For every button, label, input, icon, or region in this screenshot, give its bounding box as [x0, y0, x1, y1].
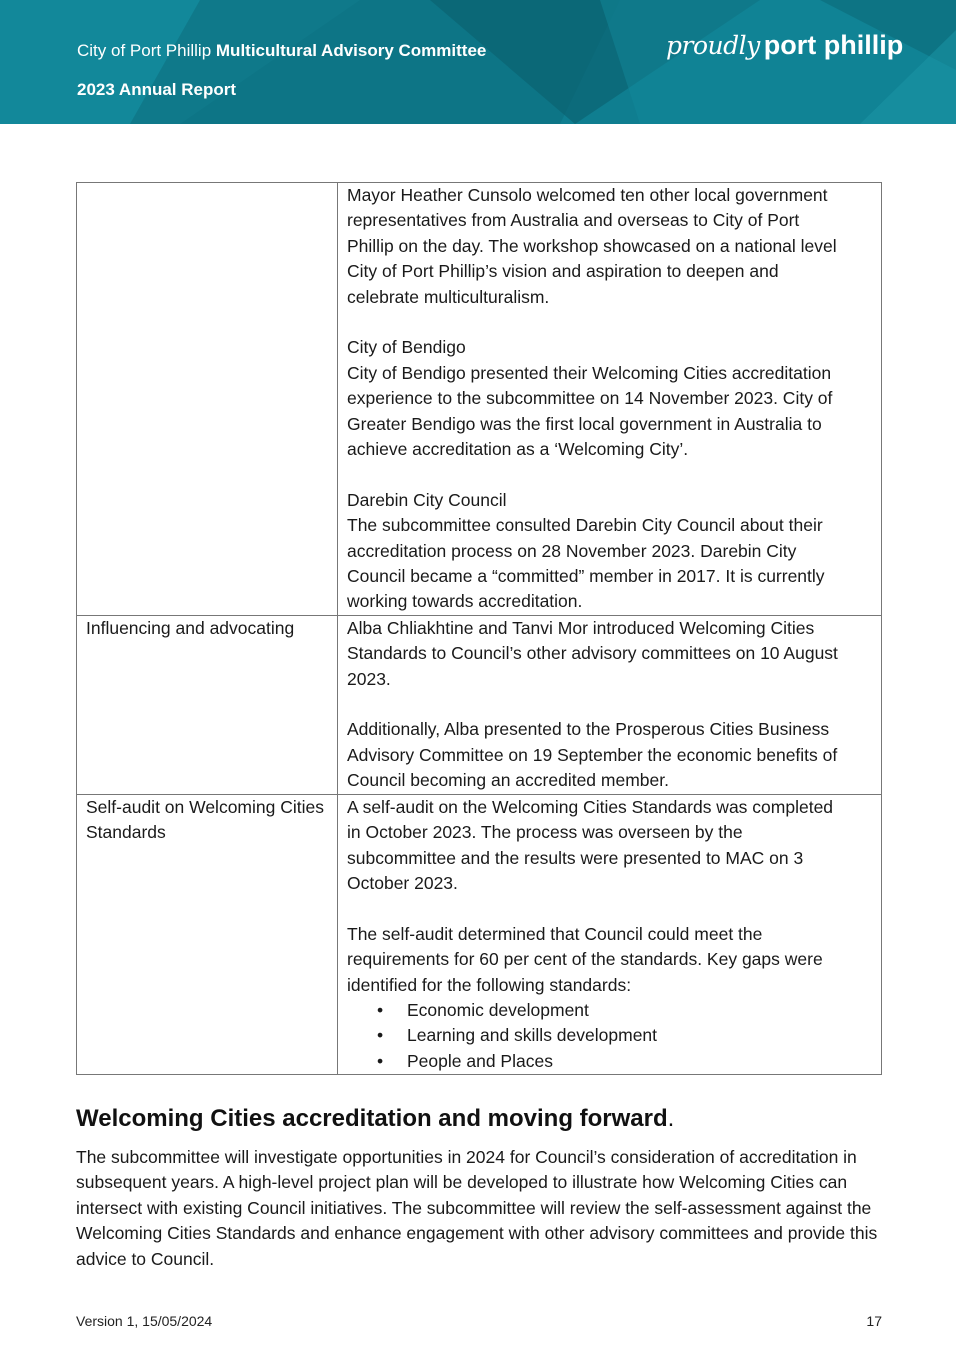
detail-line: Additionally, Alba presented to the Prosperous Cities Business	[347, 719, 830, 740]
detail-paragraph	[347, 922, 872, 998]
detail-paragraph	[347, 335, 872, 462]
table-row	[77, 794, 882, 1074]
row-label: Self-audit on Welcoming Cities Standards	[86, 796, 324, 843]
detail-line: accreditation process on 28 November 2023. Darebin City	[347, 540, 797, 561]
table-row	[77, 615, 882, 794]
header-banner	[0, 0, 956, 124]
row-detail-cell	[338, 183, 882, 616]
detail-line: October 2023.	[347, 872, 458, 893]
detail-line: identified for the following standards:	[347, 974, 632, 995]
detail-paragraph	[347, 488, 872, 615]
detail-line: Alba Chliakhtine and Tanvi Mor introduced Welcoming Cities	[347, 617, 815, 638]
report-title-bold: Multicultural Advisory Committee	[211, 41, 487, 60]
detail-line: Standards to Council’s other advisory committees on 10 August	[347, 643, 838, 664]
row-label-cell	[77, 615, 338, 794]
detail-line: Greater Bendigo was the first local government in Australia to	[347, 413, 822, 434]
row-label: Influencing and advocating	[86, 617, 295, 638]
detail-line: Darebin City Council	[347, 489, 507, 510]
detail-line: working towards accreditation.	[347, 591, 583, 612]
detail-line: subcommittee and the results were presented to MAC on 3	[347, 847, 804, 868]
detail-line: The self-audit determined that Council could meet the	[347, 923, 763, 944]
detail-paragraph	[347, 616, 872, 692]
row-label-cell	[77, 183, 338, 616]
detail-paragraph	[347, 717, 872, 793]
detail-line: Council becoming an accredited member.	[347, 770, 669, 791]
section-heading	[76, 1105, 674, 1133]
detail-line: Phillip on the day. The workshop showcased on a national level	[347, 235, 837, 256]
bullet-item: • People and Places	[407, 1049, 872, 1074]
logo-bold-text: port phillip	[763, 30, 904, 60]
detail-line: City of Bendigo presented their Welcoming Cities accreditation	[347, 362, 832, 383]
row-detail-cell	[338, 794, 882, 1074]
bullet-item: • Learning and skills development	[407, 1023, 872, 1048]
detail-line: Advisory Committee on 19 September the economic benefits of	[347, 744, 838, 765]
paragraph-gap	[347, 310, 872, 335]
detail-line: requirements for 60 per cent of the standards. Key gaps were	[347, 949, 823, 970]
report-subtitle: 2023 Annual Report	[77, 80, 237, 99]
logo-script-text: proudly	[666, 31, 760, 60]
section-heading-period: .	[667, 1105, 675, 1132]
section-heading-text: Welcoming Cities accreditation and moving forward	[76, 1105, 668, 1132]
report-title-regular: City of Port Phillip	[77, 41, 212, 60]
detail-line: Council became a “committed” member in 2017. It is currently	[347, 566, 825, 587]
detail-line: A self-audit on the Welcoming Cities Standards was completed	[347, 796, 834, 817]
detail-line: achieve accreditation as a ‘Welcoming City’.	[347, 439, 689, 460]
activities-table	[76, 182, 882, 1075]
bullet-item: • Economic development	[407, 998, 872, 1023]
detail-line: Mayor Heather Cunsolo welcomed ten other local government	[347, 185, 828, 205]
detail-line: in October 2023. The process was overseen by the	[347, 822, 743, 843]
detail-line: experience to the subcommittee on 14 November 2023. City of	[347, 388, 833, 409]
detail-line: City of Bendigo	[347, 337, 466, 358]
paragraph-gap	[347, 896, 872, 921]
section-body-text: The subcommittee will investigate opportunities in 2024 for Council’s consideration of accreditation in subsequent years. A high-level project plan will be developed to illustrate how Welcoming Cities can intersect with existing Council initiatives. The subcommittee will review the self-assessment against the Welcoming Cities Standards and enhance engagement with other advisory committees and provide this advice to Council.	[76, 1147, 878, 1269]
detail-line: representatives from Australia and overseas to City of Port	[347, 210, 800, 231]
report-title	[77, 41, 486, 61]
paragraph-gap	[347, 462, 872, 487]
activities-table-body	[77, 183, 882, 1075]
table-row	[77, 183, 882, 616]
detail-paragraph	[347, 795, 872, 897]
detail-line: The subcommittee consulted Darebin City Council about their	[347, 515, 823, 536]
detail-line: celebrate multiculturalism.	[347, 286, 550, 307]
page-number: 17	[866, 1313, 882, 1329]
row-label-cell	[77, 794, 338, 1074]
version-footer: Version 1, 15/05/2024	[76, 1313, 213, 1329]
detail-line: City of Port Phillip’s vision and aspiration to deepen and	[347, 261, 779, 282]
proudly-port-phillip-logo	[666, 30, 903, 76]
gaps-bullet-list	[347, 998, 872, 1074]
row-detail-cell	[338, 615, 882, 794]
paragraph-gap	[347, 692, 872, 717]
detail-line: 2023.	[347, 668, 391, 689]
detail-paragraph	[347, 183, 872, 310]
